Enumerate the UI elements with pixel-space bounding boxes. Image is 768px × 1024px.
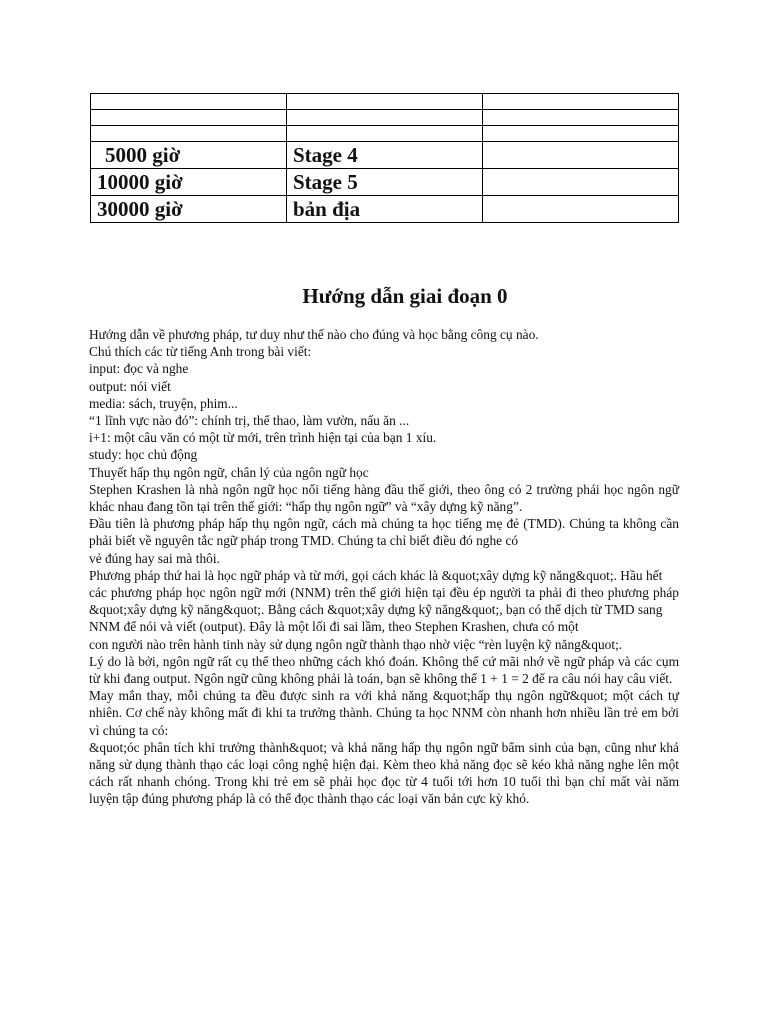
table-cell	[91, 110, 287, 126]
paragraph: i+1: một câu văn có một từ mới, trên trình hiện tại của bạn 1 xíu.	[89, 430, 437, 446]
table-row	[91, 94, 679, 110]
table-row	[91, 126, 679, 142]
paragraph: Lý do là bởi, ngôn ngữ rất cụ thể theo những cách khó đoán. Không thể cứ mãi nhớ về ngữ pháp và các cụm từ khi đang output. Ngôn ngữ cũng không phải là toán, bạn sẽ không thể 1 + 1 = 2 để ra câu nói hay câu viết.	[89, 653, 679, 687]
paragraph: May mắn thay, mỗi chúng ta đều được sinh ra với khả năng &quot;hấp thụ ngôn ngữ&quot; một cách tự nhiên. Cơ chế này không mất đi khi ta trưởng thành. Chúng ta học NNM còn nhanh hơn nhiều lần trẻ em bởi vì chúng ta có:	[89, 688, 679, 738]
table-cell	[91, 126, 287, 142]
table-row	[91, 196, 679, 223]
paragraph: Stephen Krashen là nhà ngôn ngữ học nổi tiếng hàng đầu thế giới, theo ông có 2 trường phái học ngôn ngữ khác nhau đang tồn tại trên thế giới: “hấp thụ ngôn ngữ” và “xây dựng kỹ năng”.	[89, 481, 679, 515]
paragraph: input: đọc và nghe	[89, 361, 189, 377]
paragraph: output: nói viết	[89, 378, 171, 394]
stage-cell: bản địa	[287, 196, 483, 223]
paragraph: “1 lĩnh vực nào đó”: chính trị, thể thao, làm vườn, nấu ăn ...	[89, 413, 410, 429]
paragraph: Thuyết hấp thụ ngôn ngữ, chân lý của ngôn ngữ học	[89, 464, 369, 480]
section-title: Hướng dẫn giai đoạn 0	[302, 284, 508, 308]
table-cell	[483, 94, 679, 110]
hours-cell: 10000 giờ	[91, 169, 287, 196]
table-cell	[287, 126, 483, 142]
paragraph: vẻ đúng hay sai mà thôi.	[89, 550, 220, 566]
hours-cell: 5000 giờ	[91, 142, 287, 169]
paragraph: Hướng dẫn về phương pháp, tư duy như thế nào cho đúng và học bằng công cụ nào.	[89, 327, 539, 342]
table-row	[91, 110, 679, 126]
table-row	[91, 169, 679, 196]
stages-table	[90, 93, 679, 223]
paragraph: &quot;óc phân tích khi trưởng thành&quot; và khả năng hấp thụ ngôn ngữ bẩm sinh của bạn, cũng như khả năng sử dụng thành thạo các loại công nghệ hiện đại. Kèm theo khả năng đọc sẽ kéo khả năng nghe lên một cách rất nhanh chóng. Trong khi trẻ em sẽ phải học đọc từ 4 tuổi tới hơn 10 tuổi thì bạn chỉ mất vài năm luyện tập đúng phương pháp là có thể đọc thành thạo các loại văn bản cực kỳ khó.	[89, 739, 679, 807]
extra-cell	[483, 142, 679, 169]
table-row	[91, 142, 679, 169]
stage-cell: Stage 4	[287, 142, 483, 169]
paragraph: media: sách, truyện, phim...	[89, 395, 238, 411]
hours-cell: 30000 giờ	[91, 196, 287, 223]
paragraph: Phương pháp thứ hai là học ngữ pháp và từ mới, gọi cách khác là &quot;xây dựng kỹ năng&quot;. Hầu hết	[89, 567, 663, 583]
extra-cell	[483, 169, 679, 196]
paragraph: con người nào trên hành tinh này sử dụng ngôn ngữ thành thạo nhờ việc “rèn luyện kỹ năng&quot;.	[89, 636, 623, 652]
paragraph: NNM để nói và viết (output). Đây là một lối đi sai lầm, theo Stephen Krashen, chưa có một	[89, 619, 579, 635]
paragraph: các phương pháp học ngôn ngữ mới (NNM) trên thế giới hiện tại đều ép người ta phải đi theo phương pháp &quot;xây dựng kỹ năng&quot;. Bằng cách &quot;xây dựng kỹ năng&quot;, bạn có thể dịch từ TMD sang	[89, 585, 679, 618]
table-cell	[483, 110, 679, 126]
extra-cell	[483, 196, 679, 223]
paragraph: Chú thích các từ tiếng Anh trong bài viết:	[89, 344, 312, 360]
paragraph: study: học chủ động	[89, 447, 198, 463]
stage-cell: Stage 5	[287, 169, 483, 196]
table-cell	[287, 110, 483, 126]
table-cell	[483, 126, 679, 142]
body-text	[89, 326, 679, 808]
table-cell	[287, 94, 483, 110]
paragraph: Đầu tiên là phương pháp hấp thụ ngôn ngữ, cách mà chúng ta học tiếng mẹ đẻ (TMD). Chúng ta không cần phải biết về nguyên tắc ngữ pháp trong TMD. Chúng ta chỉ biết điều đó nghe có	[89, 516, 679, 549]
table-cell	[91, 94, 287, 110]
